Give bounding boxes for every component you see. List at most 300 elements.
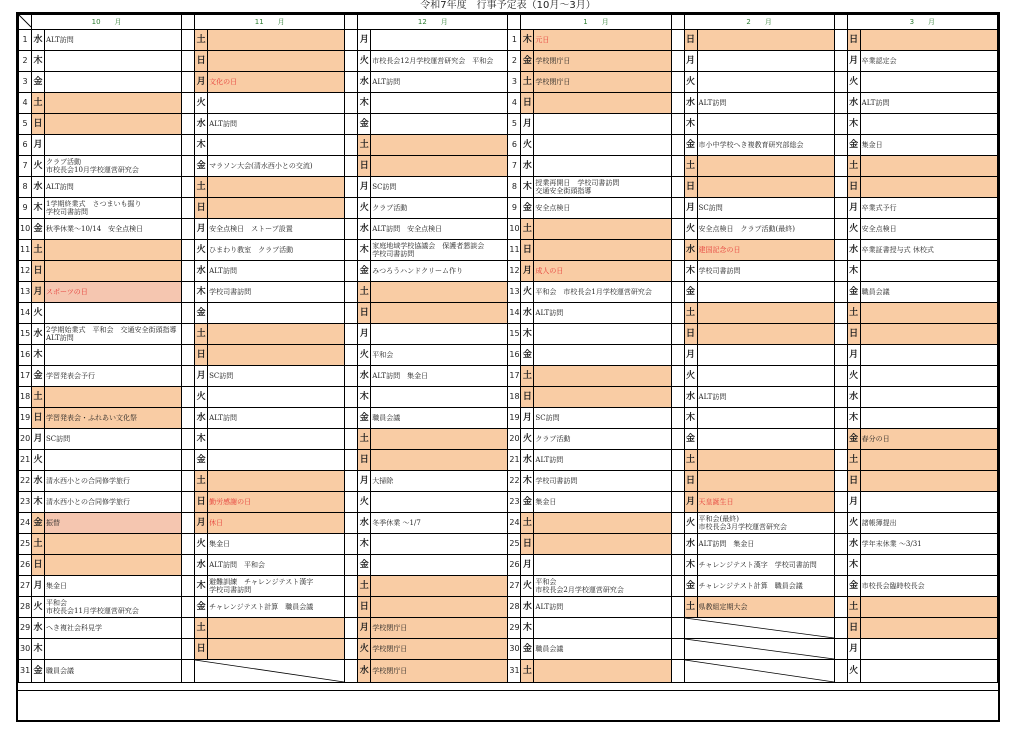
day-number [345, 660, 358, 683]
weekday: 月 [358, 177, 371, 198]
event-cell [534, 555, 671, 576]
event-cell [45, 450, 182, 471]
event-cell: 卒業認定会 [860, 51, 997, 72]
day-number [834, 555, 847, 576]
weekday: 木 [358, 93, 371, 114]
event-cell [371, 324, 508, 345]
event-cell: 勤労感謝の日 [208, 492, 345, 513]
weekday: 土 [684, 303, 697, 324]
event-cell: チャレンジテスト計算 職員会議 [208, 597, 345, 618]
day-number [671, 303, 684, 324]
day-number: 4 [19, 93, 32, 114]
event-cell [860, 492, 997, 513]
table-row [19, 177, 998, 198]
weekday: 土 [521, 366, 534, 387]
day-number: 28 [19, 597, 32, 618]
event-cell: ALT訪問 安全点検日 [371, 219, 508, 240]
weekday: 月 [847, 345, 860, 366]
event-cell: 成人の日 [534, 261, 671, 282]
weekday: 日 [32, 261, 45, 282]
event-cell: クラブ活動 [534, 429, 671, 450]
schedule-table [18, 14, 998, 683]
day-number [345, 198, 358, 219]
weekday: 水 [358, 219, 371, 240]
day-number: 9 [19, 198, 32, 219]
table-row [19, 576, 998, 597]
day-number [671, 534, 684, 555]
day-number [671, 639, 684, 660]
table-row [19, 198, 998, 219]
weekday: 土 [521, 72, 534, 93]
weekday: 金 [195, 303, 208, 324]
event-cell: 学校閉庁日 [371, 618, 508, 639]
table-row [19, 555, 998, 576]
day-number [182, 156, 195, 177]
event-cell [534, 156, 671, 177]
event-cell: ALT訪問 [697, 387, 834, 408]
event-cell: 集金日 [208, 534, 345, 555]
weekday: 水 [32, 471, 45, 492]
day-number: 4 [508, 93, 521, 114]
weekday: 日 [195, 345, 208, 366]
event-cell [860, 450, 997, 471]
table-row [19, 408, 998, 429]
event-cell: ALT訪問 [208, 114, 345, 135]
weekday: 火 [32, 450, 45, 471]
event-cell [534, 240, 671, 261]
event-cell [208, 639, 345, 660]
day-number: 12 [19, 261, 32, 282]
day-number [182, 240, 195, 261]
day-number: 16 [508, 345, 521, 366]
event-cell [208, 387, 345, 408]
event-cell [208, 471, 345, 492]
event-cell: 学校閉庁日 [534, 51, 671, 72]
event-cell: ALT訪問 [534, 303, 671, 324]
weekday: 木 [195, 429, 208, 450]
month-header: 3 月 [847, 15, 997, 30]
event-cell: 学校司書訪問 [208, 282, 345, 303]
weekday: 木 [32, 639, 45, 660]
day-number [345, 492, 358, 513]
event-cell [371, 30, 508, 51]
day-number: 25 [508, 534, 521, 555]
weekday: 木 [195, 282, 208, 303]
table-row [19, 597, 998, 618]
event-cell [208, 345, 345, 366]
weekday: 土 [32, 534, 45, 555]
day-number [671, 135, 684, 156]
weekday: 日 [684, 177, 697, 198]
event-cell: 清水西小との合同修学旅行 [45, 471, 182, 492]
weekday: 月 [521, 408, 534, 429]
day-number [182, 366, 195, 387]
day-number [345, 429, 358, 450]
event-cell [371, 282, 508, 303]
event-cell: 冬季休業 ～1/7 [371, 513, 508, 534]
day-number: 21 [508, 450, 521, 471]
event-cell: マラソン大会(清水西小との交流) [208, 156, 345, 177]
event-cell [208, 93, 345, 114]
weekday: 日 [847, 30, 860, 51]
weekday: 土 [684, 597, 697, 618]
event-cell: 卒業式予行 [860, 198, 997, 219]
weekday: 月 [32, 135, 45, 156]
event-cell: 休日 [208, 513, 345, 534]
day-number [834, 534, 847, 555]
weekday: 木 [195, 576, 208, 597]
header-corner [182, 15, 195, 30]
day-number [671, 51, 684, 72]
weekday: 木 [358, 534, 371, 555]
day-number: 6 [19, 135, 32, 156]
table-row [19, 345, 998, 366]
day-number: 21 [19, 450, 32, 471]
weekday: 土 [521, 513, 534, 534]
weekday: 火 [32, 303, 45, 324]
event-cell [371, 597, 508, 618]
event-cell: ALT訪問 [45, 30, 182, 51]
weekday: 水 [684, 534, 697, 555]
day-number [834, 219, 847, 240]
table-row [19, 93, 998, 114]
event-cell: ALT訪問 [697, 93, 834, 114]
event-cell [45, 135, 182, 156]
weekday: 水 [521, 303, 534, 324]
day-number [345, 282, 358, 303]
day-number [182, 555, 195, 576]
event-cell [371, 450, 508, 471]
table-row [19, 324, 998, 345]
day-number: 27 [508, 576, 521, 597]
day-number: 30 [508, 639, 521, 660]
day-number: 24 [19, 513, 32, 534]
weekday: 木 [32, 51, 45, 72]
day-number [182, 261, 195, 282]
weekday: 日 [521, 387, 534, 408]
weekday: 土 [195, 30, 208, 51]
event-cell [534, 366, 671, 387]
event-cell: 職員会議 [860, 282, 997, 303]
event-cell [208, 177, 345, 198]
weekday: 水 [847, 240, 860, 261]
day-number [345, 135, 358, 156]
weekday: 日 [195, 198, 208, 219]
event-cell: ALT訪問 集金日 [697, 534, 834, 555]
day-number [834, 177, 847, 198]
weekday: 日 [847, 324, 860, 345]
weekday: 水 [358, 366, 371, 387]
event-cell [45, 387, 182, 408]
weekday: 木 [358, 240, 371, 261]
event-cell: 1学期終業式 さつまいも掘り 学校司書訪問 [45, 198, 182, 219]
event-cell [534, 219, 671, 240]
day-number: 5 [19, 114, 32, 135]
weekday: 月 [847, 51, 860, 72]
event-cell: スポーツの日 [45, 282, 182, 303]
event-cell [45, 240, 182, 261]
event-cell: 学年末休業 ～3/31 [860, 534, 997, 555]
day-number [671, 72, 684, 93]
event-cell [45, 114, 182, 135]
day-number [834, 345, 847, 366]
weekday: 金 [32, 366, 45, 387]
day-number: 26 [508, 555, 521, 576]
event-cell [371, 492, 508, 513]
event-cell: 平和会 [371, 345, 508, 366]
event-cell [860, 345, 997, 366]
day-number: 30 [19, 639, 32, 660]
event-cell [860, 177, 997, 198]
weekday: 火 [358, 345, 371, 366]
day-number [182, 513, 195, 534]
weekday: 金 [521, 492, 534, 513]
day-number [671, 576, 684, 597]
weekday: 火 [195, 240, 208, 261]
day-number [671, 387, 684, 408]
weekday: 日 [358, 156, 371, 177]
day-number [182, 408, 195, 429]
weekday: 火 [847, 366, 860, 387]
day-number [834, 366, 847, 387]
event-cell [371, 93, 508, 114]
event-cell [860, 261, 997, 282]
table-row [19, 387, 998, 408]
weekday: 水 [195, 114, 208, 135]
blank-cell [684, 618, 834, 639]
event-cell [45, 93, 182, 114]
table-row [19, 72, 998, 93]
day-number [182, 177, 195, 198]
month-header: 1 月 [521, 15, 671, 30]
day-number [182, 219, 195, 240]
event-cell [534, 345, 671, 366]
day-number [671, 492, 684, 513]
blank-cell [195, 660, 345, 683]
day-number: 28 [508, 597, 521, 618]
day-number: 13 [19, 282, 32, 303]
day-number [834, 639, 847, 660]
weekday: 金 [847, 576, 860, 597]
day-number [671, 177, 684, 198]
event-cell: クラブ活動 市校長会10月学校運営研究会 [45, 156, 182, 177]
event-cell [45, 555, 182, 576]
event-cell [371, 303, 508, 324]
event-cell [697, 282, 834, 303]
event-cell [371, 534, 508, 555]
event-cell [534, 660, 671, 683]
event-cell: 職員会議 [371, 408, 508, 429]
weekday: 水 [847, 387, 860, 408]
day-number [834, 198, 847, 219]
weekday: 土 [358, 135, 371, 156]
event-cell: 春分の日 [860, 429, 997, 450]
weekday: 月 [521, 555, 534, 576]
weekday: 金 [521, 639, 534, 660]
weekday: 木 [358, 387, 371, 408]
event-cell: SC訪問 [45, 429, 182, 450]
event-cell: 学校司書訪問 [697, 261, 834, 282]
event-cell [697, 450, 834, 471]
day-number: 10 [508, 219, 521, 240]
table-row [19, 366, 998, 387]
weekday: 水 [195, 261, 208, 282]
event-cell: 安全点検日 [534, 198, 671, 219]
day-number: 18 [19, 387, 32, 408]
weekday: 月 [32, 282, 45, 303]
day-number [834, 240, 847, 261]
event-cell: 学校司書訪問 [534, 471, 671, 492]
weekday: 木 [521, 30, 534, 51]
event-cell: 学校閉庁日 [371, 639, 508, 660]
month-header: 11 月 [195, 15, 345, 30]
weekday: 月 [195, 72, 208, 93]
weekday: 火 [358, 198, 371, 219]
weekday: 火 [358, 639, 371, 660]
weekday: 金 [32, 513, 45, 534]
day-number [671, 450, 684, 471]
day-number [671, 240, 684, 261]
day-number [671, 555, 684, 576]
weekday: 土 [195, 471, 208, 492]
event-cell: 元日 [534, 30, 671, 51]
day-number: 3 [508, 72, 521, 93]
event-cell [697, 324, 834, 345]
day-number [182, 198, 195, 219]
weekday: 火 [358, 492, 371, 513]
weekday: 月 [521, 114, 534, 135]
weekday: 日 [358, 450, 371, 471]
event-cell: 諸帳簿提出 [860, 513, 997, 534]
day-number [345, 471, 358, 492]
event-cell: 平和会(最終) 市校長会3月学校運営研究会 [697, 513, 834, 534]
weekday: 水 [32, 177, 45, 198]
weekday: 水 [32, 324, 45, 345]
weekday: 金 [521, 51, 534, 72]
day-number [345, 513, 358, 534]
event-cell [860, 324, 997, 345]
event-cell: SC訪問 [534, 408, 671, 429]
day-number [834, 114, 847, 135]
event-cell: 清水西小との合同修学旅行 [45, 492, 182, 513]
weekday: 金 [684, 576, 697, 597]
day-number [834, 429, 847, 450]
day-number [671, 513, 684, 534]
day-number [182, 429, 195, 450]
day-number [345, 597, 358, 618]
month-header: 10 月 [32, 15, 182, 30]
event-cell [371, 387, 508, 408]
weekday: 金 [195, 156, 208, 177]
table-row [19, 429, 998, 450]
day-number [345, 303, 358, 324]
weekday: 火 [195, 387, 208, 408]
day-number [834, 660, 847, 683]
day-number [834, 450, 847, 471]
event-cell: 平和会 市校長会11月学校運営研究会 [45, 597, 182, 618]
event-cell: ALT訪問 [534, 597, 671, 618]
event-cell: 卒業証書授与式 休校式 [860, 240, 997, 261]
weekday: 水 [358, 513, 371, 534]
event-cell [45, 261, 182, 282]
weekday: 火 [32, 597, 45, 618]
weekday: 日 [684, 324, 697, 345]
weekday: 月 [358, 30, 371, 51]
event-cell [697, 30, 834, 51]
day-number [671, 429, 684, 450]
event-cell [860, 618, 997, 639]
day-number [834, 30, 847, 51]
day-number [345, 408, 358, 429]
weekday: 土 [32, 93, 45, 114]
event-cell [45, 639, 182, 660]
day-number [671, 261, 684, 282]
weekday: 月 [195, 219, 208, 240]
event-cell [534, 324, 671, 345]
event-cell [860, 555, 997, 576]
table-row [19, 30, 998, 51]
event-cell [697, 303, 834, 324]
day-number: 8 [508, 177, 521, 198]
day-number [182, 534, 195, 555]
event-cell [45, 51, 182, 72]
weekday: 日 [195, 51, 208, 72]
table-row [19, 450, 998, 471]
day-number: 9 [508, 198, 521, 219]
weekday: 土 [195, 324, 208, 345]
event-cell: 安全点検日 クラブ活動(最終) [697, 219, 834, 240]
weekday: 火 [32, 156, 45, 177]
event-cell: みつろうハンドクリーム作り [371, 261, 508, 282]
day-number [345, 177, 358, 198]
weekday: 火 [684, 513, 697, 534]
weekday: 金 [358, 408, 371, 429]
weekday: 月 [358, 324, 371, 345]
event-cell [534, 387, 671, 408]
day-number: 13 [508, 282, 521, 303]
weekday: 金 [195, 597, 208, 618]
day-number: 27 [19, 576, 32, 597]
event-cell: 秋季休業～10/14 安全点検日 [45, 219, 182, 240]
weekday: 日 [32, 114, 45, 135]
event-cell [860, 408, 997, 429]
day-number [834, 492, 847, 513]
day-number: 11 [508, 240, 521, 261]
day-number [182, 51, 195, 72]
day-number [834, 513, 847, 534]
event-cell: 集金日 [860, 135, 997, 156]
weekday: 木 [32, 345, 45, 366]
weekday: 土 [358, 429, 371, 450]
event-cell [208, 429, 345, 450]
day-number [345, 345, 358, 366]
day-number [182, 303, 195, 324]
event-cell [208, 303, 345, 324]
weekday: 土 [847, 156, 860, 177]
event-cell: 家庭地域学校協議会 保護者懇談会 学校司書訪問 [371, 240, 508, 261]
day-number [182, 345, 195, 366]
day-number: 18 [508, 387, 521, 408]
event-cell: ALT訪問 集金日 [371, 366, 508, 387]
day-number [345, 156, 358, 177]
event-cell [45, 345, 182, 366]
table-row [19, 135, 998, 156]
weekday: 火 [358, 51, 371, 72]
weekday: 月 [358, 618, 371, 639]
event-cell [860, 156, 997, 177]
event-cell: 職員会議 [45, 660, 182, 683]
header-corner [671, 15, 684, 30]
